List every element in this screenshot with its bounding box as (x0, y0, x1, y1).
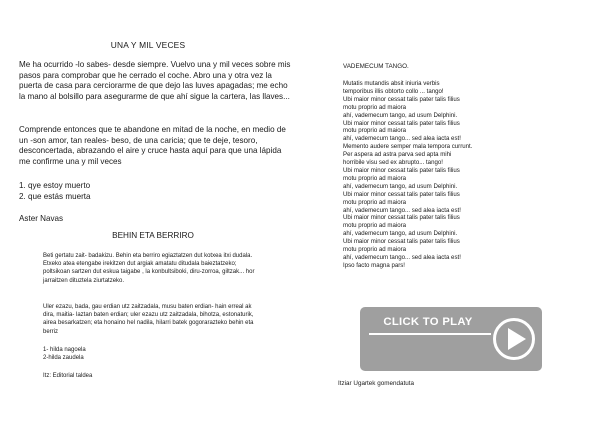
poem-line: Memento audere semper mala tempora currunt. (343, 143, 473, 151)
play-icon[interactable] (492, 317, 536, 361)
poem-line: Ubi maior minor cessat talis pater talis filius (343, 214, 460, 222)
poem-line: ahí, vademecum tango... sed alea iacta est! (343, 253, 461, 261)
basque-poem-title: BEHIN ETA BERRIRO (112, 231, 194, 240)
poem-paragraph: Me ha ocurrido -lo sabes- desde siempre. Vuelvo una y mil veces sobre mis pasos para comprobar que he cerrado el coche. Abro una y otra vez la puerta de casa para cerciorarme de que dejo las luves apagadas; me echo la mano al bolsillo para asegurarme de que ahí sigue la cartera, las llaves... (19, 60, 291, 101)
basque-paragraph: Beti gertatu zait- badakizu. Behin eta berriro egiaztatzen dut kotxea itxi dudala. Etxeko atea etengabe irekitzen dut argiak amatatu ditudala baieztatzeko; poltsikoan sartzen dut eskua taigabe , la konbultsiboki, diru-zorroa, giltzak... hor jarraitzen dituztela ziurtatzeko. (43, 253, 255, 284)
poem-author: Aster Navas (19, 214, 64, 223)
latin-poem-title: VADEMECUM TANGO. (343, 63, 409, 70)
poem-line: ahí, vademecum tango, ad usum Delphini. (343, 111, 458, 119)
poem-line: Ubi maior minor cessat talis pater talis filius (343, 166, 460, 174)
audio-player[interactable] (360, 307, 542, 371)
poem-line: motu proprio ad maiora (343, 103, 406, 111)
poem-line: motu proprio ad maiora (343, 222, 406, 230)
poem-line: ahí, vademecum tango, ad usum Delphini. (343, 230, 458, 238)
poem-line: ahí, vademecum tango... sed alea iacta est! (343, 135, 461, 143)
poem-line: Ubi maior minor cessat talis pater talis filius (343, 95, 460, 103)
list-item: 1- hilda nagoela (43, 347, 86, 353)
click-to-play-label: CLICK TO PLAY (383, 316, 473, 328)
poem-line: ahí, vademecum tango... sed alea iacta est! (343, 206, 461, 214)
poem-list (19, 181, 91, 202)
poem-line: motu proprio ad maiora (343, 198, 406, 206)
poem-line: Ubi maior minor cessat talis pater talis filius (343, 190, 460, 198)
basque-paragraph: Uler ezazu, bada, gau erdian utz zaitzadala, musu baten erdian- hain erreal ak dira, maitia- laztan baten erdian; uler ezazu utz zaitzadala, bihotza, estonaturik, airea besarkatzen; eta honaino hel nadila, hilarri batek gogorarazteko behin eta berriz (43, 304, 254, 335)
poem-line: Mutatis mutandis absit iniuria verbis (343, 80, 440, 87)
poem-line: Ubi maior minor cessat talis pater talis filius (343, 119, 460, 127)
basque-source: Itz: Editorial taldea (43, 373, 93, 379)
poem-line: ahí, vademecum tango, ad usum Delphini. (343, 182, 458, 190)
progress-bar[interactable] (369, 333, 491, 335)
list-item: 1. qye estoy muerto (19, 181, 91, 190)
list-item: 2. que estás muerta (19, 191, 91, 201)
poem-line: horribile visu sed ex abrupto... tango! (343, 159, 443, 167)
poem-line: motu proprio ad maiora (343, 127, 406, 135)
poem-line: Ipso facto magna pars! (343, 261, 405, 269)
poem-paragraph: Comprende entonces que te abandone en mitad de la noche, en medio de un -son amor, tan reales- beso, de una caricia; que te deje, tesoro, desconcertada, abrazando el aire y cruce hasta aquí para que una lápida me confirme una y mil veces (19, 125, 286, 166)
poem-line: Ubi maior minor cessat talis pater talis filius (343, 238, 460, 246)
basque-list (43, 346, 86, 362)
poem-line: temporibus illis obtorto collo ... tango! (343, 87, 444, 95)
progress-fill (369, 333, 491, 335)
poem-line: motu proprio ad maiora (343, 246, 406, 254)
poem-line: motu proprio ad maiora (343, 174, 406, 182)
poem-line: Per aspera ad astra parva sed apta mihi (343, 151, 452, 159)
latin-poem-author: Itziar Ugartek gomendatuta (338, 380, 414, 387)
list-item: 2-hilda zaudela (43, 355, 84, 362)
latin-poem-lines (343, 80, 472, 270)
poem-title: UNA Y MIL VECES (110, 40, 186, 50)
